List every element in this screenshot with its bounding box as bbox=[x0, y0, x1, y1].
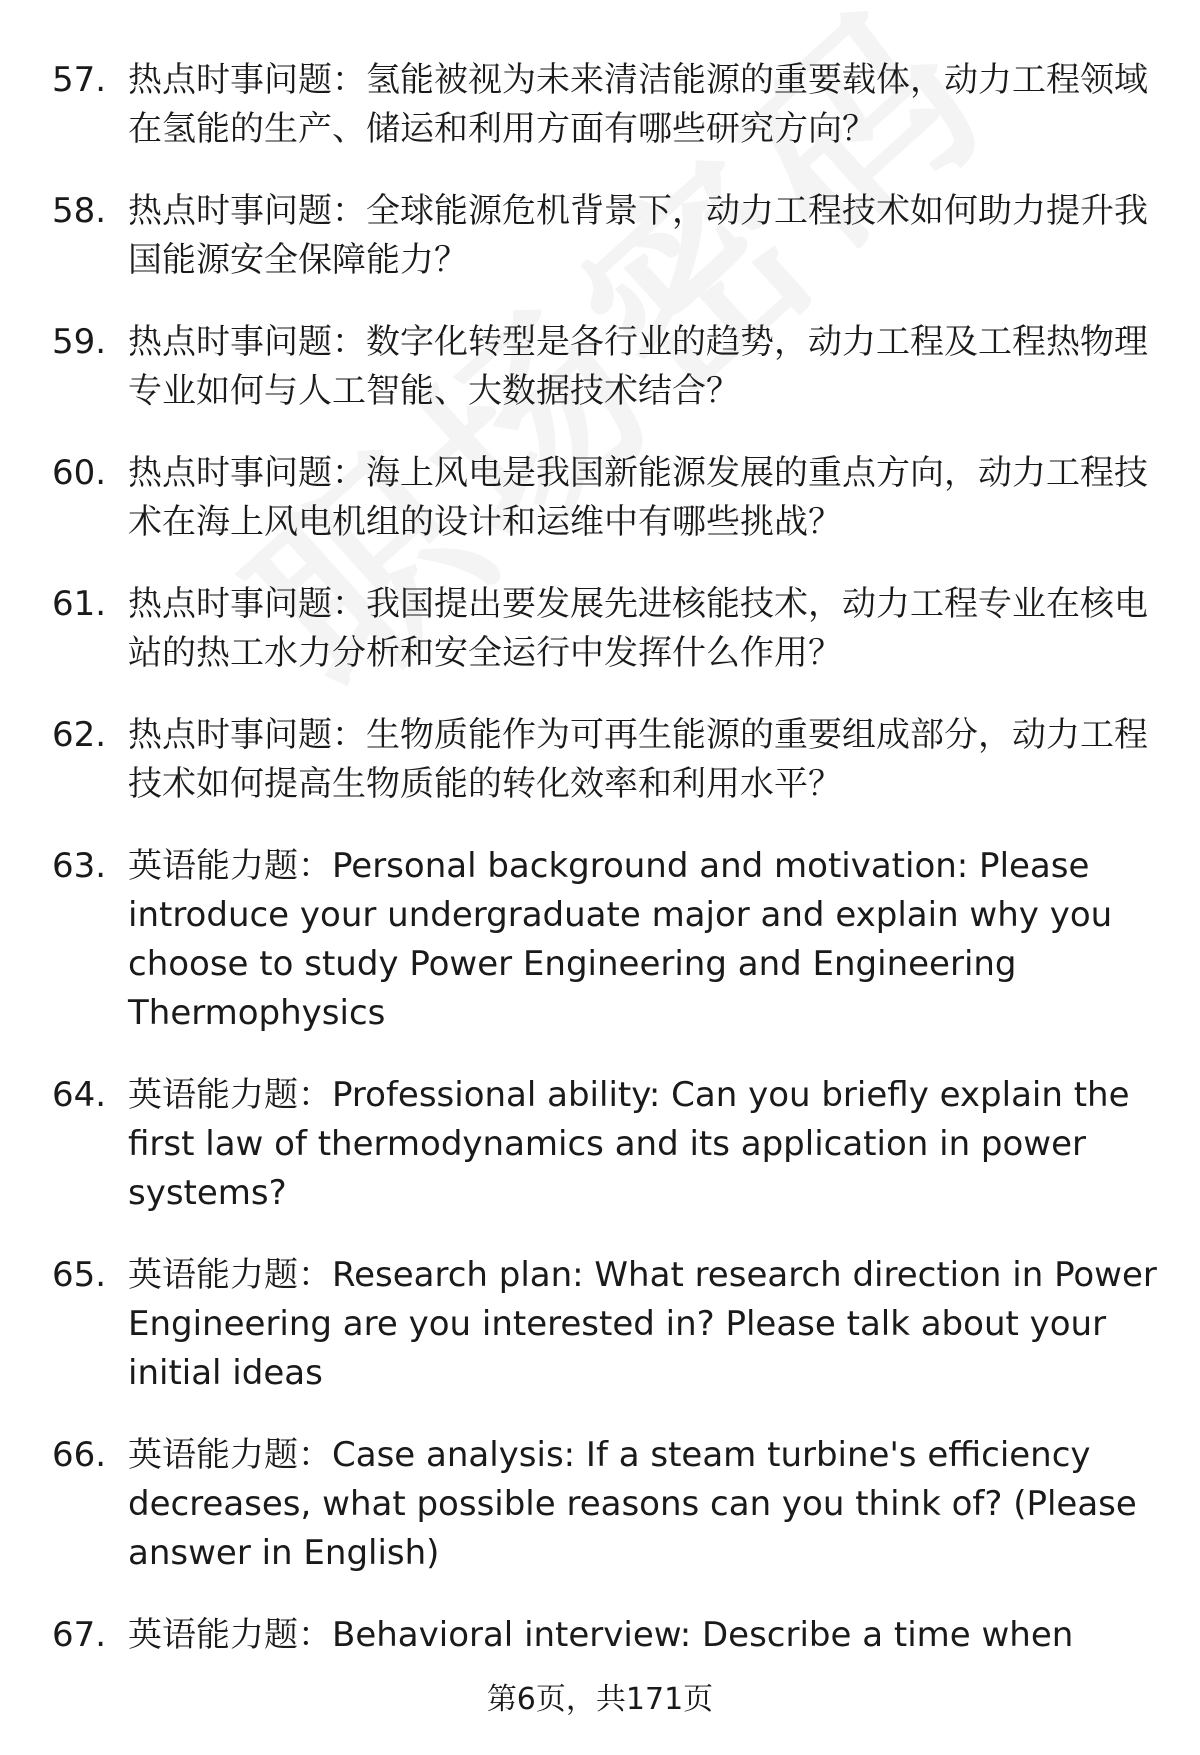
question-text: 热点时事问题：全球能源危机背景下，动力工程技术如何助力提升我国能源安全保障能力？ bbox=[128, 191, 1148, 280]
question-item bbox=[52, 56, 1162, 154]
question-number: 59. bbox=[52, 322, 107, 362]
question-text: 英语能力题：Behavioral interview: Describe a time when bbox=[128, 1615, 1074, 1655]
question-number: 58. bbox=[52, 191, 107, 231]
question-item bbox=[52, 1251, 1162, 1398]
question-item bbox=[52, 318, 1162, 416]
question-list bbox=[52, 56, 1162, 1660]
question-text: 热点时事问题：生物质能作为可再生能源的重要组成部分，动力工程技术如何提高生物质能的转化效率和利用水平？ bbox=[128, 715, 1148, 804]
question-text: 热点时事问题：我国提出要发展先进核能技术，动力工程专业在核电站的热工水力分析和安全运行中发挥什么作用？ bbox=[128, 584, 1148, 673]
question-number: 62. bbox=[52, 715, 107, 755]
question-text: 热点时事问题：氢能被视为未来清洁能源的重要载体，动力工程领域在氢能的生产、储运和利用方面有哪些研究方向？ bbox=[128, 60, 1148, 149]
question-item bbox=[52, 842, 1162, 1038]
question-text: 热点时事问题：海上风电是我国新能源发展的重点方向，动力工程技术在海上风电机组的设计和运维中有哪些挑战？ bbox=[128, 453, 1148, 542]
question-text: 热点时事问题：数字化转型是各行业的趋势，动力工程及工程热物理专业如何与人工智能、大数据技术结合？ bbox=[128, 322, 1148, 411]
question-item bbox=[52, 187, 1162, 285]
question-item bbox=[52, 449, 1162, 547]
question-item bbox=[52, 1071, 1162, 1218]
question-item bbox=[52, 1431, 1162, 1578]
question-item bbox=[52, 1611, 1162, 1660]
question-item bbox=[52, 580, 1162, 678]
question-number: 66. bbox=[52, 1435, 107, 1475]
question-number: 63. bbox=[52, 846, 107, 886]
question-number: 67. bbox=[52, 1615, 107, 1655]
question-number: 65. bbox=[52, 1255, 107, 1295]
question-number: 61. bbox=[52, 584, 107, 624]
question-text: 英语能力题：Professional ability: Can you briefly explain the first law of thermodynamics and its application in power systems? bbox=[128, 1075, 1130, 1213]
question-text: 英语能力题：Research plan: What research direction in Power Engineering are you interested in? Please talk about your initial ideas bbox=[128, 1255, 1157, 1393]
question-number: 64. bbox=[52, 1075, 107, 1115]
page-footer: 第6页，共171页 bbox=[486, 1682, 714, 1717]
question-number: 57. bbox=[52, 60, 107, 100]
question-item bbox=[52, 711, 1162, 809]
question-text: 英语能力题：Personal background and motivation: Please introduce your undergraduate major and explain why you choose to study Power Engineering and Engineering Thermophysics bbox=[128, 846, 1113, 1033]
question-number: 60. bbox=[52, 453, 107, 493]
question-text: 英语能力题：Case analysis: If a steam turbine's efficiency decreases, what possible reasons can you think of? (Please answer in English) bbox=[128, 1435, 1137, 1573]
